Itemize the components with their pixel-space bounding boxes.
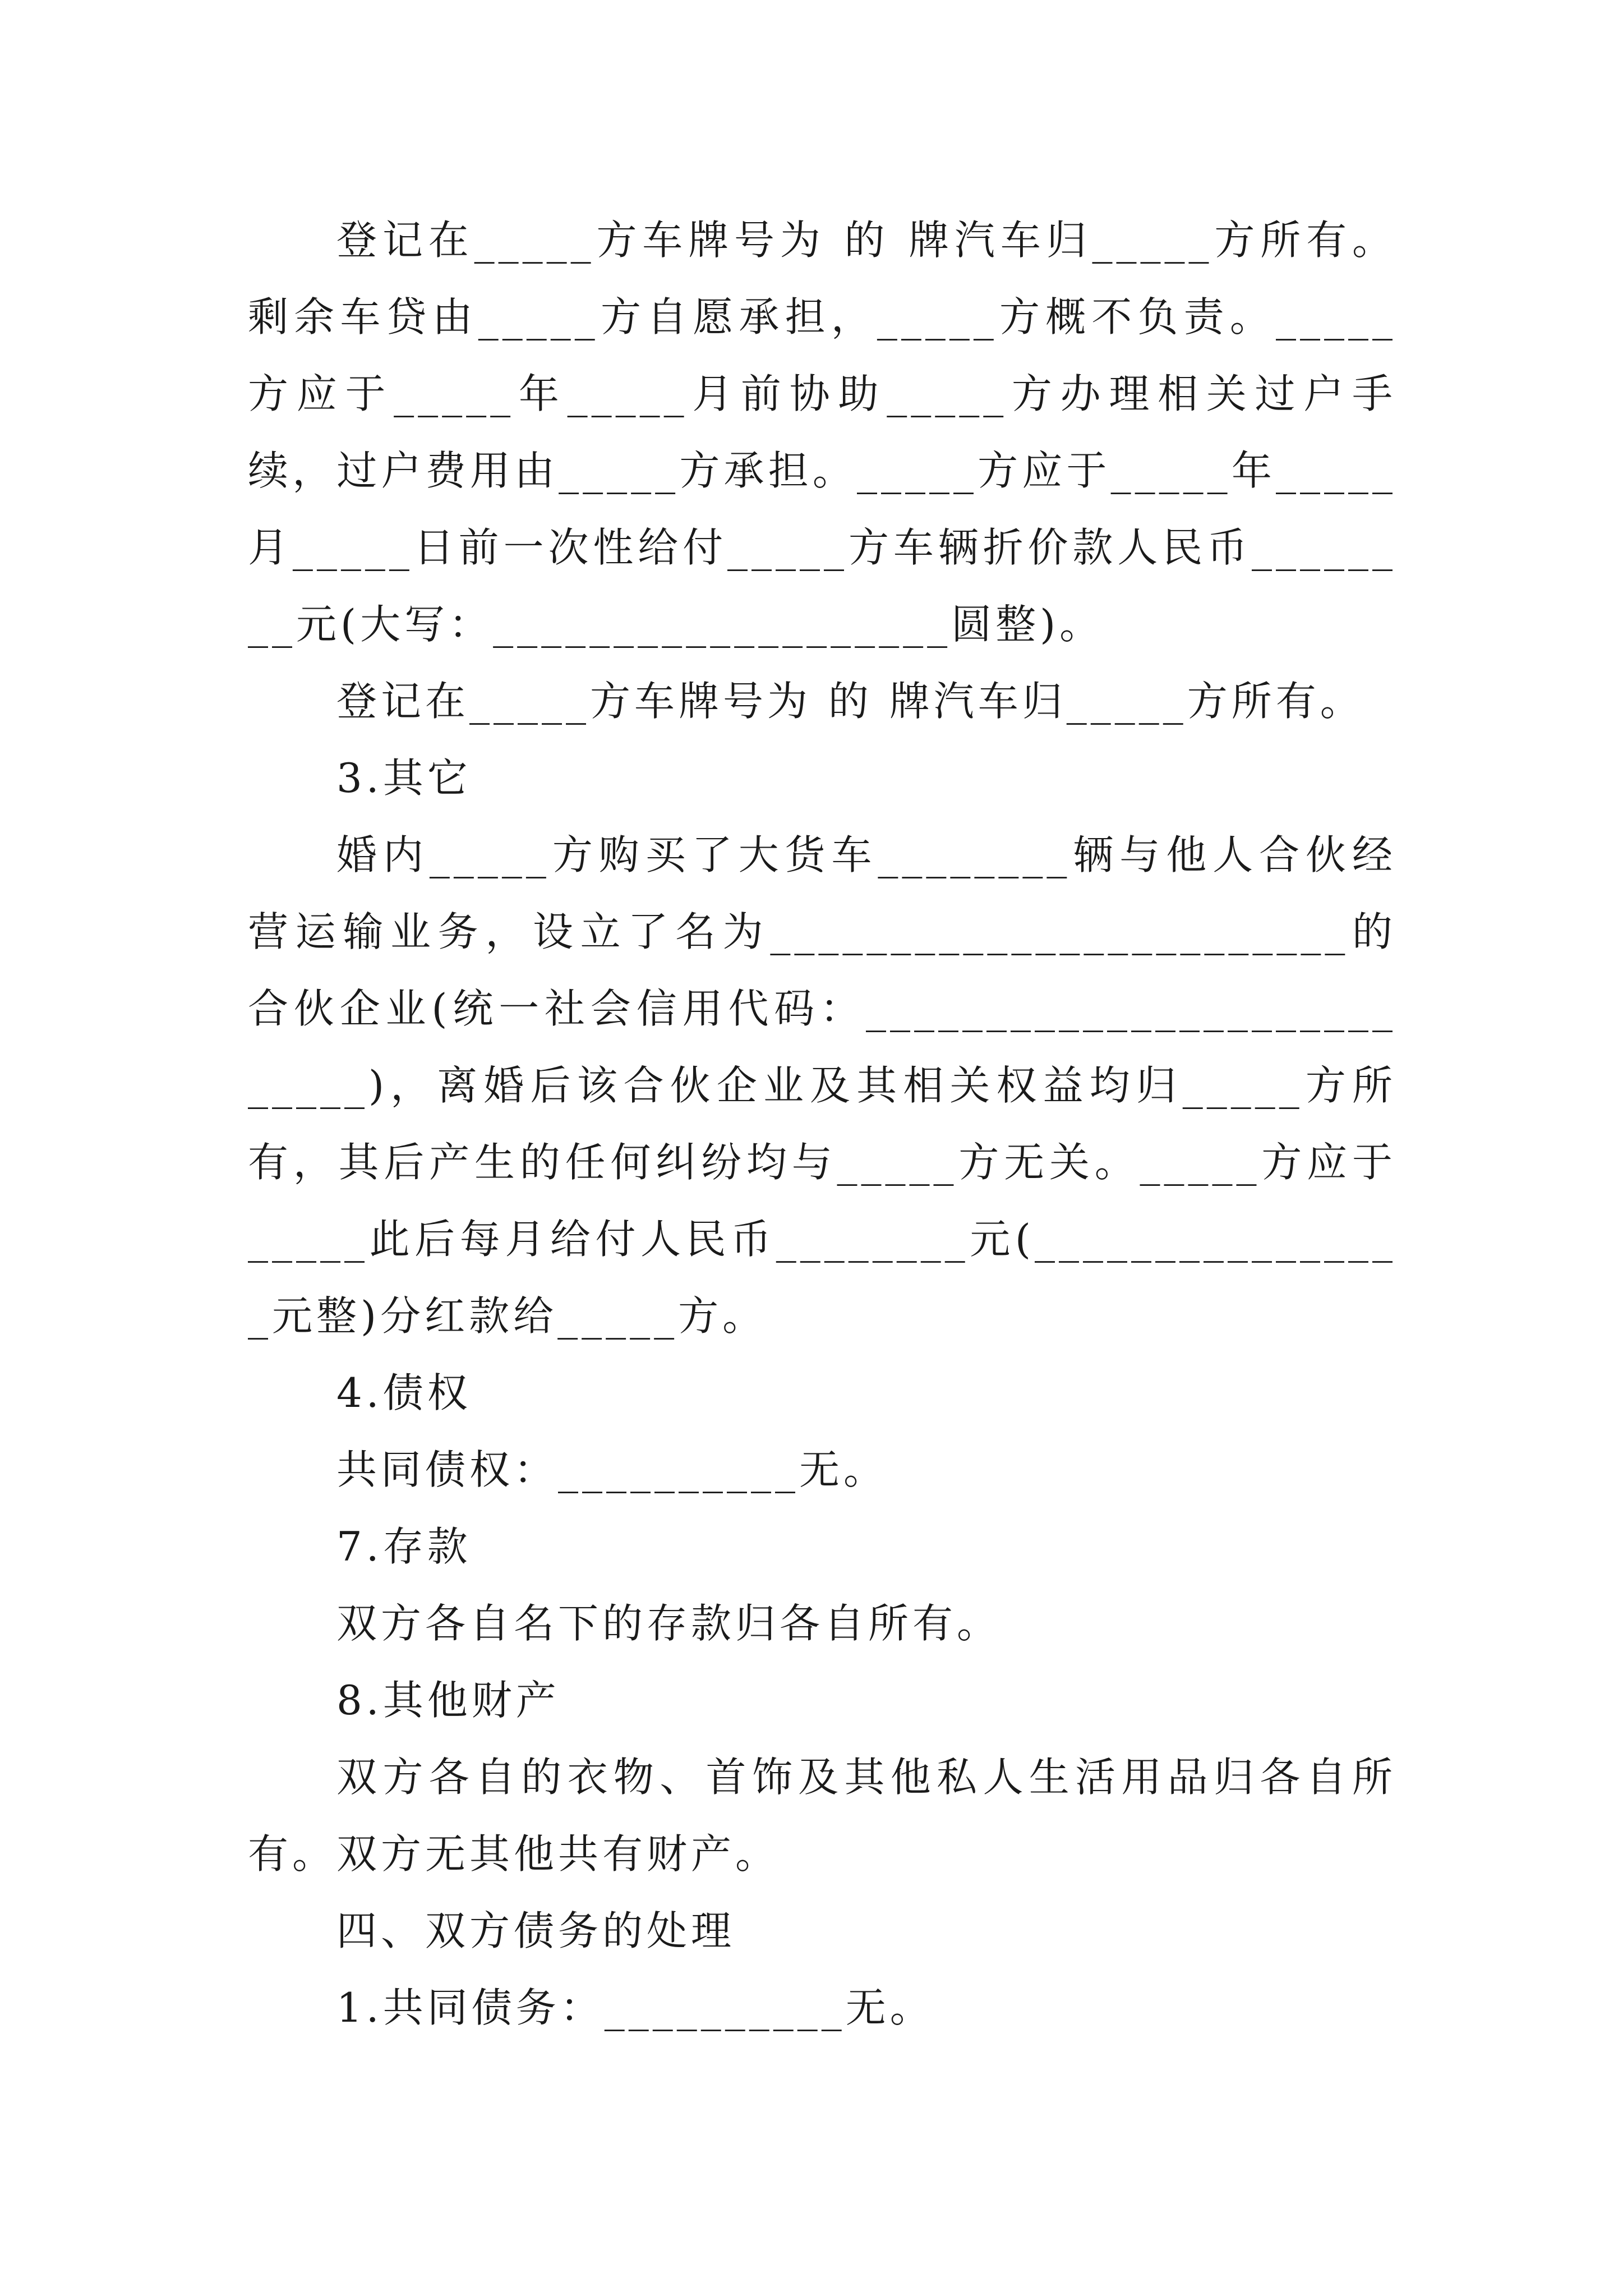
section-heading-other-property: 8.其他财产 <box>336 1677 560 1724</box>
paragraph-vehicle-allocation: 登记在_____方车牌号为 的 牌汽车归_____方所有。剩余车贷由_____方自愿承担，_____方概不负责。_____方应于_____年_____月前协助_____方办理相关过户手续，过户费用由_____方承担。_____方应于_____年_____月_____日前一次性给付_____方车辆折价款人民币________元(大写：___________________圆整)。 <box>248 217 1396 648</box>
paragraph-joint-claims: 共同债权：__________无。 <box>336 1446 888 1493</box>
paragraph-other-property: 双方各自的衣物、首饰及其他私人生活用品归各自所有。双方无其他共有财产。 <box>248 1754 1396 1878</box>
paragraph-deposits: 双方各自名下的存款归各自所有。 <box>336 1600 1002 1647</box>
section-heading-deposits: 7.存款 <box>336 1523 472 1570</box>
section-heading-debts: 四、双方债务的处理 <box>336 1907 736 1954</box>
section-heading-other: 3.其它 <box>336 754 472 802</box>
paragraph-vehicle-ownership: 登记在_____方车牌号为 的 牌汽车归_____方所有。 <box>336 678 1364 725</box>
document-body <box>248 202 1396 2046</box>
paragraph-partnership: 婚内_____方购买了大货车________辆与他人合伙经营运输业务，设立了名为________________________的合伙企业(统一社会信用代码：___________________________)，离婚后该合伙企业及其相关权益均归_____方所有，其后产生的任何纠纷均与_____方无关。_____方应于_____此后每月给付人民币________元(________________元整)分红款给_____方。 <box>248 831 1396 1340</box>
section-heading-claims: 4.债权 <box>336 1369 472 1416</box>
paragraph-joint-debts: 1.共同债务：__________无。 <box>336 1984 934 2031</box>
